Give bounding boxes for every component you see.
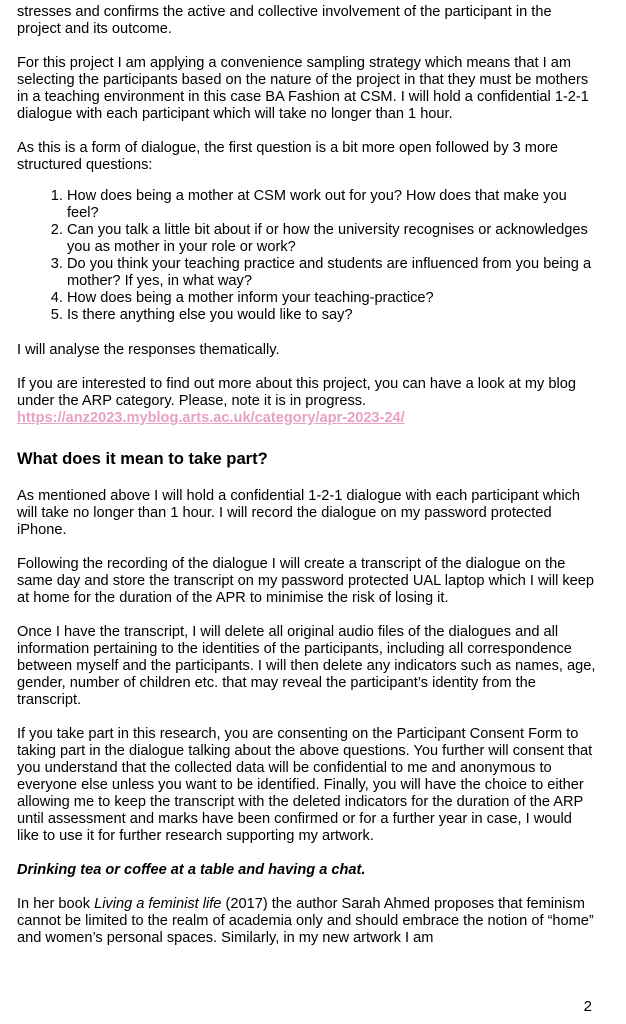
paragraph-dialogue-questions-intro: As this is a form of dialogue, the first question is a bit more open followed by 3 more structured questions: xyxy=(17,140,559,173)
question-item: 5. Is there anything else you would like to say? xyxy=(67,307,597,324)
page-number: 2 xyxy=(583,998,592,1015)
blog-link[interactable]: https://anz2023.myblog.arts.ac.uk/category/apr-2023-24/ xyxy=(17,410,405,426)
book-title: Living a feminist life xyxy=(94,896,222,912)
paragraph-thematic-analysis: I will analyse the responses thematically. xyxy=(17,342,280,358)
paragraph-ahmed xyxy=(17,896,597,947)
paragraph-intro-continued: stresses and confirms the active and collective involvement of the participant in the project and its outcome. xyxy=(17,4,552,37)
paragraph-sampling-strategy: For this project I am applying a convenience sampling strategy which means that I am selecting the participants based on the nature of the project in that they must be mothers in a teaching environment in this case BA Fashion at CSM. I will hold a confidential 1-2-1 dialogue with each participant which will take no longer than 1 hour. xyxy=(17,55,589,122)
paragraph-blog-info xyxy=(17,376,597,427)
question-item: 4. How does being a mother inform your teaching-practice? xyxy=(67,290,597,307)
ahmed-text-end: (2017) the author Sarah Ahmed proposes that feminism cannot be limited to the realm of academia only and should embrace the notion of “home” and women’s personal spaces. Similarly, in my new artwork I am xyxy=(17,896,594,946)
question-item: 1. How does being a mother at CSM work out for you? How does that make you feel? xyxy=(67,188,597,222)
paragraph-dialogue-recording: As mentioned above I will hold a confidential 1-2-1 dialogue with each participant which will take no longer than 1 hour. I will record the dialogue on my password protected iPhone. xyxy=(17,488,581,538)
document-page xyxy=(17,4,597,964)
ahmed-text-start: In her book xyxy=(17,896,95,912)
question-item: 3. Do you think your teaching practice and students are influenced from you being a mother? If yes, in what way? xyxy=(67,256,597,290)
subheading-tea-coffee: Drinking tea or coffee at a table and having a chat. xyxy=(17,862,366,878)
blog-info-text: If you are interested to find out more about this project, you can have a look at my blog under the ARP category. Please, note it is in progress. xyxy=(17,376,576,409)
paragraph-consent: If you take part in this research, you are consenting on the Participant Consent Form to taking part in the dialogue talking about the above questions. You further will consent that you understand that the collected data will be confidential to me and anonymous to everyone else unless you want to be identified. Finally, you will have the choice to either allowing me to keep the transcript with the deleted indicators for the duration of the ARP until assessment and marks have been confirmed or for a further year in case, I would like to use it for further research supporting my artwork. xyxy=(17,726,593,844)
paragraph-transcript-storage: Following the recording of the dialogue I will create a transcript of the dialogue on the same day and store the transcript on my password protected UAL laptop which I will keep at home for the duration of the APR to minimise the risk of losing it. xyxy=(17,556,595,606)
paragraph-data-deletion: Once I have the transcript, I will delete all original audio files of the dialogues and all information pertaining to the identities of the participants, including all correspondence between myself and the participants. I will then delete any indicators such as names, age, gender, number of children etc. that may reveal the participant’s identity from the transcript. xyxy=(17,624,596,708)
question-item: 2. Can you talk a little bit about if or how the university recognises or acknowledges you as mother in your role or work? xyxy=(67,222,597,256)
questions-list xyxy=(17,188,597,324)
heading-take-part: What does it mean to take part? xyxy=(17,449,268,468)
